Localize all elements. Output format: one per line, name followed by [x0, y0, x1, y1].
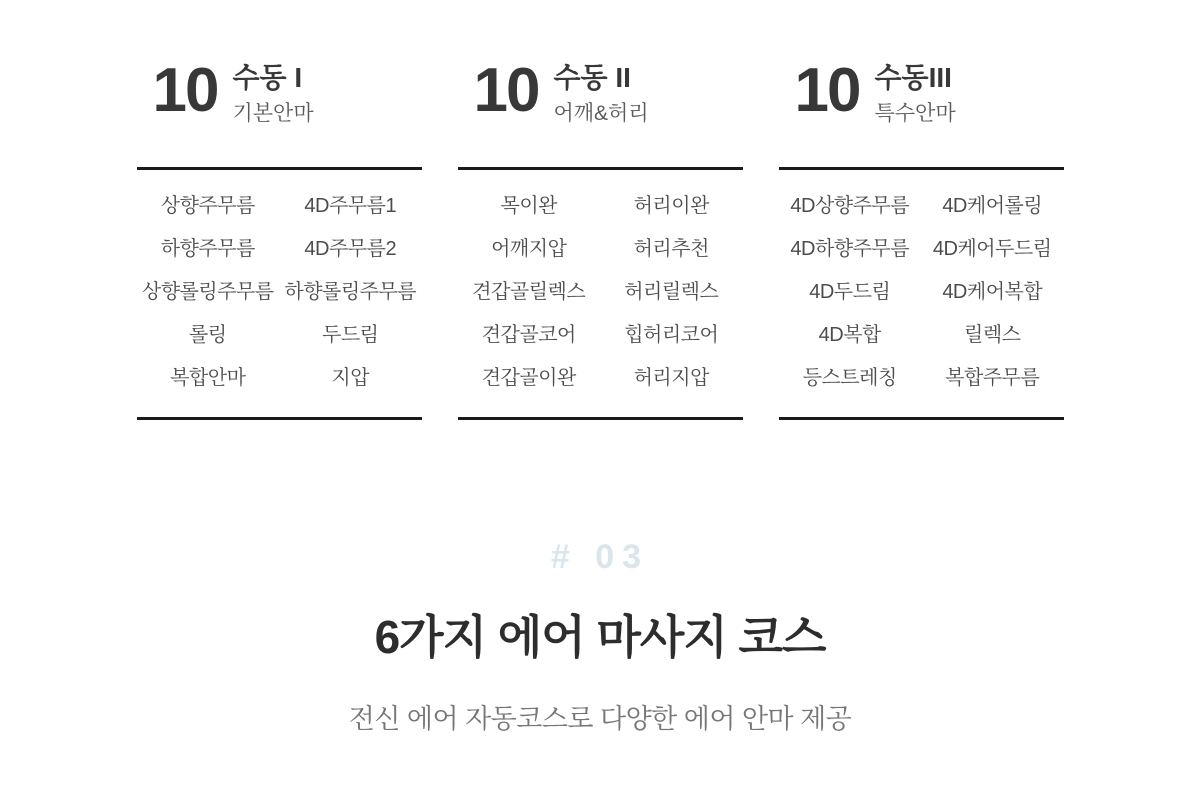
divider-bottom — [458, 417, 743, 420]
course-item: 롤링 — [188, 324, 227, 346]
course-item: 4D케어롤링 — [942, 195, 1043, 217]
divider-top — [458, 167, 743, 170]
section-number-badge: # 03 — [550, 538, 650, 576]
divider-bottom — [779, 417, 1064, 420]
course-item: 4D하향주무름 — [790, 238, 910, 260]
course-count: 10 — [794, 56, 860, 125]
course-item: 하향롤링주무름 — [284, 281, 417, 303]
course-item: 허리추천 — [633, 238, 709, 260]
course-item: 릴렉스 — [964, 324, 1021, 346]
course-titles — [553, 60, 648, 127]
course-item-grid — [458, 182, 743, 397]
course-subtitle: 기본안마 — [232, 101, 314, 125]
air-section-title: 6가지 에어 마사지 코스 — [374, 611, 826, 663]
course-header — [458, 56, 743, 125]
course-item: 목이완 — [500, 195, 557, 217]
divider-top — [779, 167, 1064, 170]
divider-bottom — [137, 417, 422, 420]
course-item: 4D주무름2 — [304, 238, 397, 260]
course-item: 복합주무름 — [945, 367, 1040, 389]
manual-course-column-3 — [779, 56, 1064, 420]
course-titles — [874, 60, 955, 127]
course-titles — [232, 60, 313, 127]
course-item: 허리지압 — [633, 367, 709, 389]
course-title: 수동III — [874, 62, 952, 93]
course-item: 4D복합 — [818, 324, 881, 346]
course-count: 10 — [152, 56, 218, 125]
course-subtitle: 어깨&허리 — [553, 101, 649, 125]
course-item: 견갑골코어 — [481, 324, 576, 346]
manual-course-column-1 — [137, 56, 422, 420]
course-item-grid — [137, 182, 422, 397]
course-item: 허리릴렉스 — [624, 281, 719, 303]
course-item: 4D케어두드림 — [932, 238, 1052, 260]
manual-course-column-2 — [458, 56, 743, 420]
course-item: 상향주무름 — [160, 195, 255, 217]
course-item: 4D두드림 — [809, 281, 891, 303]
course-item-grid — [779, 182, 1064, 397]
course-title: 수동 I — [232, 62, 303, 93]
course-item: 등스트레칭 — [802, 367, 897, 389]
course-item: 지압 — [331, 367, 370, 389]
course-item: 견갑골릴렉스 — [472, 281, 586, 303]
course-title: 수동 II — [553, 62, 631, 93]
course-item: 4D주무름1 — [304, 195, 397, 217]
course-count: 10 — [473, 56, 539, 125]
course-item: 힙허리코어 — [624, 324, 719, 346]
course-item: 어깨지압 — [491, 238, 567, 260]
course-header — [137, 56, 422, 125]
course-subtitle: 특수안마 — [874, 101, 956, 125]
course-item: 4D케어복합 — [942, 281, 1043, 303]
course-item: 하향주무름 — [160, 238, 255, 260]
divider-top — [137, 167, 422, 170]
air-massage-section — [0, 538, 1200, 736]
course-item: 허리이완 — [633, 195, 709, 217]
course-item: 상향롤링주무름 — [141, 281, 274, 303]
course-header — [779, 56, 1064, 125]
air-section-subtitle: 전신 에어 자동코스로 다양한 에어 안마 제공 — [348, 704, 852, 734]
course-item: 견갑골이완 — [481, 367, 576, 389]
course-item: 복합안마 — [170, 367, 246, 389]
course-item: 두드림 — [322, 324, 379, 346]
course-item: 4D상향주무름 — [790, 195, 910, 217]
